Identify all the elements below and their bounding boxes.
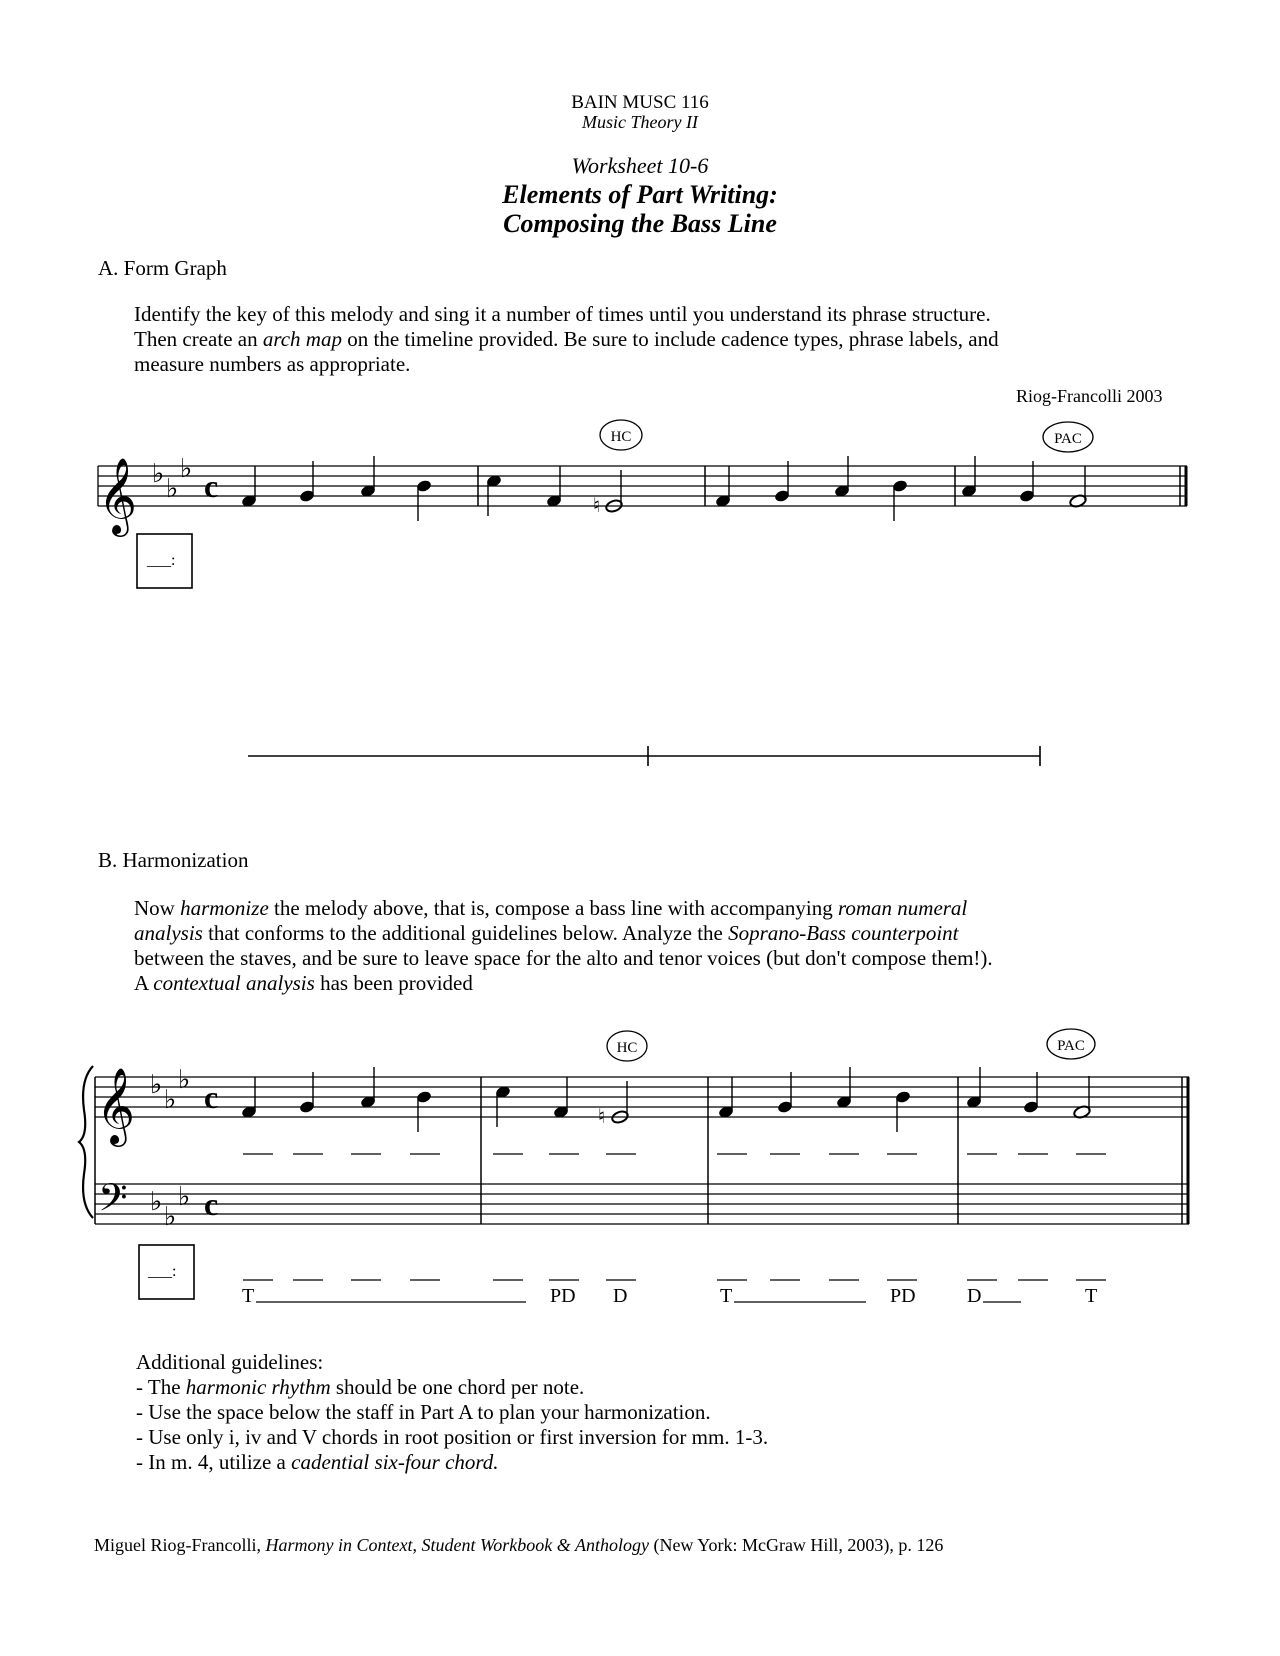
notes-measure-2 xyxy=(486,466,624,517)
common-time-icon: c xyxy=(204,1186,219,1222)
flat-icon: ♭ xyxy=(178,1065,191,1094)
cadence-label: PAC xyxy=(1057,1038,1085,1054)
natural-icon: ♮ xyxy=(593,495,601,517)
section-a-heading: A. Form Graph xyxy=(98,256,227,280)
cadence-label: HC xyxy=(610,429,632,445)
treble-clef-icon: 𝄞 xyxy=(96,1070,136,1143)
system-barlines xyxy=(95,1077,1188,1224)
flat-icon: ♭ xyxy=(164,1085,177,1114)
contextual-analysis xyxy=(242,1285,1097,1307)
section-a-instructions xyxy=(134,302,1214,377)
section-b-line-2: analysis that conforms to the additional guidelines below. Analyze the Soprano-Bass counterpoint xyxy=(134,921,959,945)
brace-icon xyxy=(79,1066,93,1218)
function-label: D xyxy=(613,1285,628,1307)
cadence-marker-hc xyxy=(600,420,642,450)
treble-clef-icon: 𝄞 xyxy=(98,460,138,533)
guideline-2: - Use the space below the staff in Part A to plan your harmonization. xyxy=(136,1400,711,1424)
function-label: T xyxy=(720,1285,733,1307)
function-label: PD xyxy=(890,1285,916,1307)
arch-map-timeline[interactable] xyxy=(0,740,1280,770)
bass-clef-icon: 𝄢 xyxy=(98,1177,128,1228)
treble-notes-measure-4 xyxy=(966,1067,1092,1119)
cadence-label: HC xyxy=(616,1040,638,1056)
cadence-marker-pac xyxy=(1043,422,1093,452)
flat-icon: ♭ xyxy=(150,1070,163,1099)
worksheet-number: Worksheet 10-6 xyxy=(571,153,709,178)
function-label: T xyxy=(242,1285,255,1307)
key-answer-blank[interactable]: ___: xyxy=(148,1263,177,1280)
title-line-2: Composing the Bass Line xyxy=(503,209,777,238)
natural-icon: ♮ xyxy=(598,1106,606,1128)
key-answer-blank[interactable]: ___: xyxy=(147,552,176,569)
section-b-line-1: Now harmonize the melody above, that is, compose a bass line with accompanying roman numeral xyxy=(134,896,968,920)
section-b-heading: B. Harmonization xyxy=(98,848,249,872)
flat-icon: ♭ xyxy=(180,454,193,483)
course-code: BAIN MUSC 116 xyxy=(571,92,709,113)
key-answer-box-b[interactable] xyxy=(139,1245,194,1299)
cadence-marker-hc xyxy=(607,1031,647,1061)
course-subtitle: Music Theory II xyxy=(582,112,698,132)
flat-icon: ♭ xyxy=(164,1202,177,1231)
cadence-marker-pac xyxy=(1047,1029,1095,1059)
melody-credit: Riog-Francolli 2003 xyxy=(1016,386,1163,406)
title-line-1: Elements of Part Writing: xyxy=(502,180,778,209)
footer-citation: Miguel Riog-Francolli, Harmony in Context, Student Workbook & Anthology (New York: McGraw Hill, 2003), p. 126 xyxy=(94,1535,944,1555)
section-b-line-4: A contextual analysis has been provided xyxy=(134,971,473,995)
guideline-1: - The harmonic rhythm should be one chord per note. xyxy=(136,1375,585,1399)
section-a-line-2: Then create an arch map on the timeline provided. Be sure to include cadence types, phrase labels, and xyxy=(134,327,999,351)
flat-icon: ♭ xyxy=(152,459,165,488)
bass-staff-lines xyxy=(95,1184,1189,1224)
cadence-label: PAC xyxy=(1054,431,1082,447)
function-label: PD xyxy=(550,1285,576,1307)
section-b-line-3: between the staves, and be sure to leave space for the alto and tenor voices (but don't compose them!). xyxy=(134,946,993,970)
common-time-icon: c xyxy=(204,1079,219,1115)
guideline-4: - In m. 4, utilize a cadential six-four chord. xyxy=(136,1450,499,1474)
section-b-instructions xyxy=(134,896,1234,996)
guideline-3: - Use only i, iv and V chords in root position or first inversion for mm. 1-3. xyxy=(136,1425,769,1449)
function-label: D xyxy=(967,1285,982,1307)
common-time-icon: c xyxy=(204,468,219,504)
notes-measure-4 xyxy=(961,456,1088,508)
page-title xyxy=(0,180,1280,238)
treble-staff-lines xyxy=(95,1077,1189,1117)
treble-notes-measure-2 xyxy=(495,1077,630,1128)
melody-staff-a xyxy=(0,400,1280,600)
flat-icon: ♭ xyxy=(178,1182,191,1211)
section-a-line-1: Identify the key of this melody and sing it a number of times until you understand its phrase structure. xyxy=(134,302,991,326)
guidelines-heading: Additional guidelines: xyxy=(136,1350,324,1374)
flat-icon: ♭ xyxy=(166,474,179,503)
section-a-line-3: measure numbers as appropriate. xyxy=(134,352,411,376)
function-label: T xyxy=(1085,1285,1098,1307)
key-answer-box[interactable] xyxy=(137,534,192,588)
flat-icon: ♭ xyxy=(150,1187,163,1216)
grand-staff-b xyxy=(0,1020,1280,1320)
